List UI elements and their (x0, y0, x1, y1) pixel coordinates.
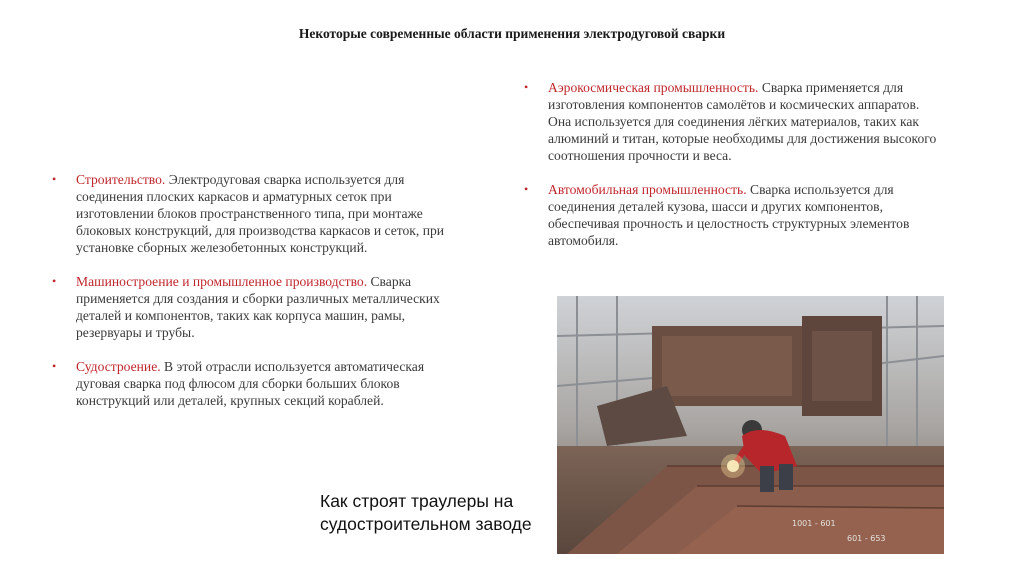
list-item-machinery (52, 273, 456, 341)
item-term: Аэрокосмическая промышленность. (548, 80, 759, 95)
list-item-shipbuilding (52, 358, 456, 409)
bullet-icon: • (524, 80, 529, 94)
plate-marking: 1001 - 601 (792, 519, 836, 528)
list-item-automotive (524, 181, 944, 249)
video-caption[interactable]: Как строят траулеры на судостроительном заводе (320, 491, 532, 534)
item-text: Сварка применяется для создания и сборки различных металлических деталей и компонентов, таких как корпуса машин, рамы, резервуары и трубы. (76, 274, 440, 340)
item-term: Строительство. (76, 172, 166, 187)
slide-title: Некоторые современные области применения электродуговой сварки (298, 26, 726, 41)
list-item-aerospace (524, 79, 944, 164)
item-text: В этой отрасли используется автоматическая дуговая сварка под флюсом для сборки больших блоков конструкций или деталей, крупных секций кораблей. (76, 359, 425, 408)
item-text: Сварка используется для соединения деталей кузова, шасси и других компонентов, обеспечивая прочность и целостность структурных элементов автомобиля. (548, 182, 910, 248)
bullet-icon: • (52, 274, 57, 288)
left-column (52, 171, 456, 426)
item-term: Автомобильная промышленность. (548, 182, 747, 197)
bullet-icon: • (524, 182, 529, 196)
right-column (524, 79, 944, 266)
item-text: Электродуговая сварка используется для соединения плоских каркасов и арматурных сеток при изготовлении блоков пространственного типа, при монтаже блоковых конструкций, для производства каркасов и сеток, при установке сборных железобетонных конструкций. (76, 172, 445, 255)
item-text: Сварка применяется для изготовления компонентов самолётов и космических аппаратов. Она используется для соединения лёгких материалов, таких как алюминий и титан, которые необходимы для достижения высокого соотношения прочности и веса. (548, 80, 937, 163)
plate-marking: 601 - 653 (847, 534, 886, 543)
list-item-construction (52, 171, 456, 256)
welder-photo (557, 296, 944, 554)
item-term: Судостроение. (76, 359, 161, 374)
item-term: Машиностроение и промышленное производство. (76, 274, 368, 289)
bullet-icon: • (52, 172, 57, 186)
bullet-icon: • (52, 359, 57, 373)
